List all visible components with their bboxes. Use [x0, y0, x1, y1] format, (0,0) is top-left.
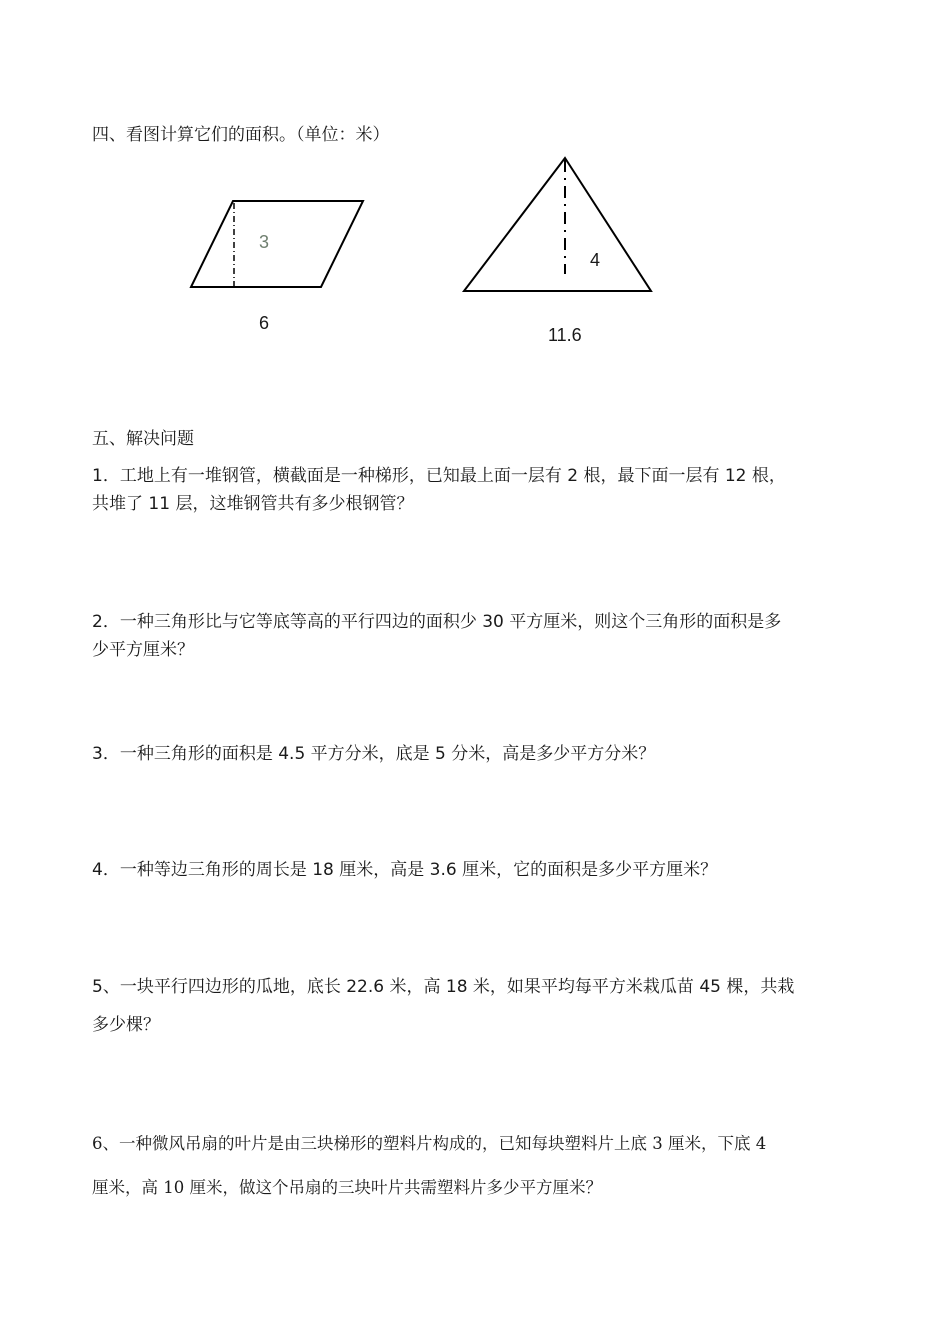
triangle-base-label: 11.6	[548, 325, 582, 345]
triangle-height-label: 4	[590, 250, 601, 270]
question-3-line-1: 3．一种三角形的面积是 4.5 平方分米，底是 5 分米，高是多少平方分米？	[92, 744, 656, 764]
parallelogram-height-label: 3	[259, 232, 270, 252]
question-5-line-2: 多少棵？	[92, 1015, 160, 1035]
triangle-shape	[464, 158, 651, 291]
section-5-title: 五、解决问题	[92, 429, 194, 449]
triangle-figure	[458, 152, 658, 297]
question-4-line-1: 4．一种等边三角形的周长是 18 厘米，高是 3.6 厘米，它的面积是多少平方厘米？	[92, 860, 718, 880]
question-6-line-1: 6、一种微风吊扇的叶片是由三块梯形的塑料片构成的，已知每块塑料片上底 3 厘米，下底 4	[92, 1134, 767, 1153]
question-6-line-2: 厘米，高 10 厘米，做这个吊扇的三块叶片共需塑料片多少平方厘米？	[92, 1178, 602, 1197]
question-2-line-2: 少平方厘米？	[92, 640, 194, 660]
parallelogram-base-label: 6	[259, 313, 270, 333]
parallelogram-shape	[191, 201, 363, 287]
parallelogram-figure	[185, 195, 370, 295]
question-5-line-1: 5、一块平行四边形的瓜地，底长 22.6 米，高 18 米，如果平均每平方米栽瓜苗 45 棵，共栽	[92, 977, 795, 997]
section-4-title: 四、看图计算它们的面积。（单位：米）	[92, 125, 390, 145]
question-2-line-1: 2．一种三角形比与它等底等高的平行四边的面积少 30 平方厘米，则这个三角形的面积是多	[92, 612, 782, 632]
question-1-line-2: 共堆了 11 层，这堆钢管共有多少根钢管？	[92, 494, 414, 514]
question-1-line-1: 1．工地上有一堆钢管，横截面是一种梯形，已知最上面一层有 2 根，最下面一层有 12 根，	[92, 466, 786, 486]
